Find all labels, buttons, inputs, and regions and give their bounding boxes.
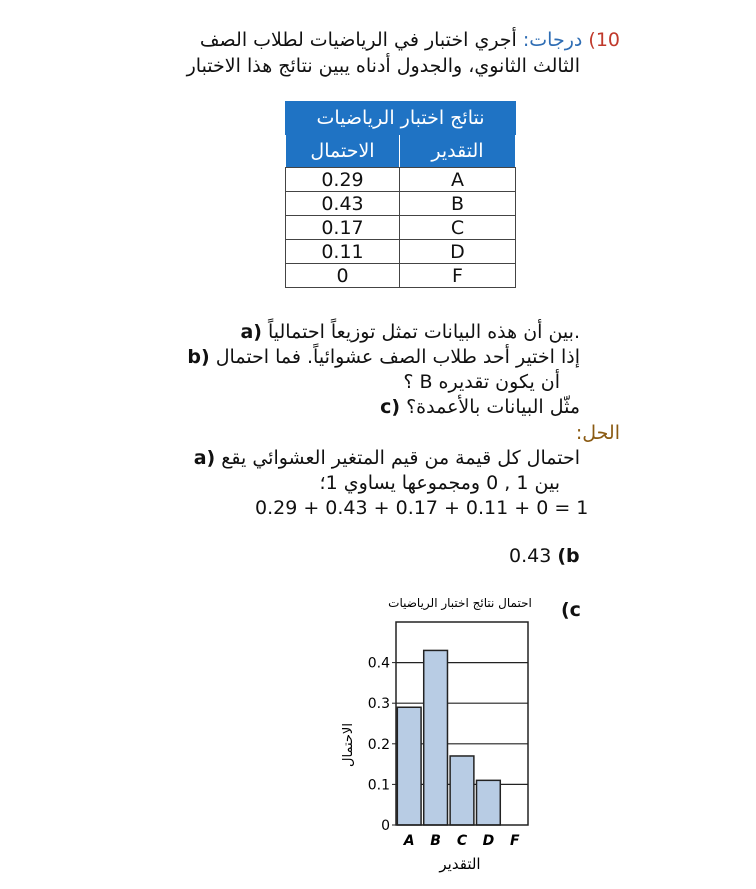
- solution-a: [194, 446, 580, 470]
- prob-cell: 0.29: [286, 168, 400, 192]
- solution-b: [509, 544, 580, 568]
- part-b-line-2: أن يكون تقديره B ؟: [403, 371, 560, 393]
- part-c-label: c): [380, 396, 401, 418]
- x-tick-label: A: [403, 833, 415, 849]
- question-number: 10): [588, 29, 620, 51]
- table-row: [286, 264, 516, 288]
- prob-cell: 0.11: [286, 240, 400, 264]
- grade-cell: D: [400, 240, 516, 264]
- part-a-text: بين أن هذه البيانات تمثل توزيعاً احتمالياً.: [268, 321, 580, 343]
- bar-D: [477, 780, 501, 825]
- solution-a-label: a): [193, 447, 216, 469]
- part-b-text: إذا اختير أحد طلاب الصف عشوائياً. فما احتمال: [215, 346, 580, 368]
- col-header-prob: الاحتمال: [286, 135, 400, 168]
- y-tick-label: 0: [381, 818, 390, 834]
- table-title: نتائج اختبار الرياضيات: [286, 102, 516, 135]
- table-row: [286, 192, 516, 216]
- question-line-2: الثالث الثانوي، والجدول أدناه يبين نتائج هذا الاختبار: [186, 55, 580, 77]
- chart-ylabel: الاحتمال: [341, 723, 356, 767]
- grade-cell: F: [400, 264, 516, 288]
- chart-title: احتمال نتائج اختبار الرياضيات: [388, 596, 532, 610]
- y-tick-label: 0.2: [367, 736, 390, 753]
- part-c: [380, 395, 580, 419]
- part-a: [240, 320, 580, 344]
- prob-cell: 0: [286, 264, 400, 288]
- solution-a-equation: 0.29 + 0.43 + 0.17 + 0.11 + 0 = 1: [255, 497, 589, 519]
- table-row: [286, 216, 516, 240]
- chart-xticks: [403, 833, 520, 849]
- grade-cell: C: [400, 216, 516, 240]
- table-row: [286, 168, 516, 192]
- x-tick-label: D: [482, 833, 495, 849]
- part-c-text: مثّل البيانات بالأعمدة؟: [406, 396, 580, 418]
- question-degrees: درجات:: [522, 29, 583, 51]
- table-row: [286, 240, 516, 264]
- y-tick-label: 0.3: [367, 696, 390, 713]
- solution-c-label: (c: [561, 599, 581, 621]
- grade-cell: A: [400, 168, 516, 192]
- x-tick-label: C: [456, 833, 468, 849]
- y-tick-label: 0.1: [367, 777, 390, 794]
- part-b-label: b): [187, 346, 210, 368]
- part-b: [187, 345, 580, 369]
- bar-A: [397, 707, 421, 825]
- results-table: [285, 101, 516, 288]
- x-tick-label: B: [430, 833, 441, 849]
- grade-cell: B: [400, 192, 516, 216]
- y-tick-label: 0.4: [367, 655, 390, 672]
- prob-cell: 0.43: [286, 192, 400, 216]
- solution-b-label: (b: [557, 545, 580, 567]
- solution-label: الحل:: [575, 422, 620, 444]
- x-tick-label: F: [510, 833, 520, 849]
- question-header: [200, 28, 620, 52]
- chart-yticks: [368, 656, 396, 834]
- solution-b-value: 0.43: [509, 545, 552, 567]
- chart-bars: [397, 650, 500, 825]
- solution-a-line-2: بين 1 , 0 ومجموعها يساوي 1؛: [319, 472, 560, 494]
- solution-a-line-1: احتمال كل قيمة من قيم المتغير العشوائي يقع: [221, 447, 580, 469]
- prob-cell: 0.17: [286, 216, 400, 240]
- bar-B: [424, 650, 448, 825]
- part-a-label: a): [240, 321, 262, 343]
- question-line-1: أجري اختبار في الرياضيات لطلاب الصف: [199, 29, 517, 51]
- probability-bar-chart: [330, 585, 550, 880]
- col-header-grade: التقدير: [400, 135, 516, 168]
- chart-xlabel: التقدير: [439, 855, 481, 873]
- bar-C: [450, 756, 474, 825]
